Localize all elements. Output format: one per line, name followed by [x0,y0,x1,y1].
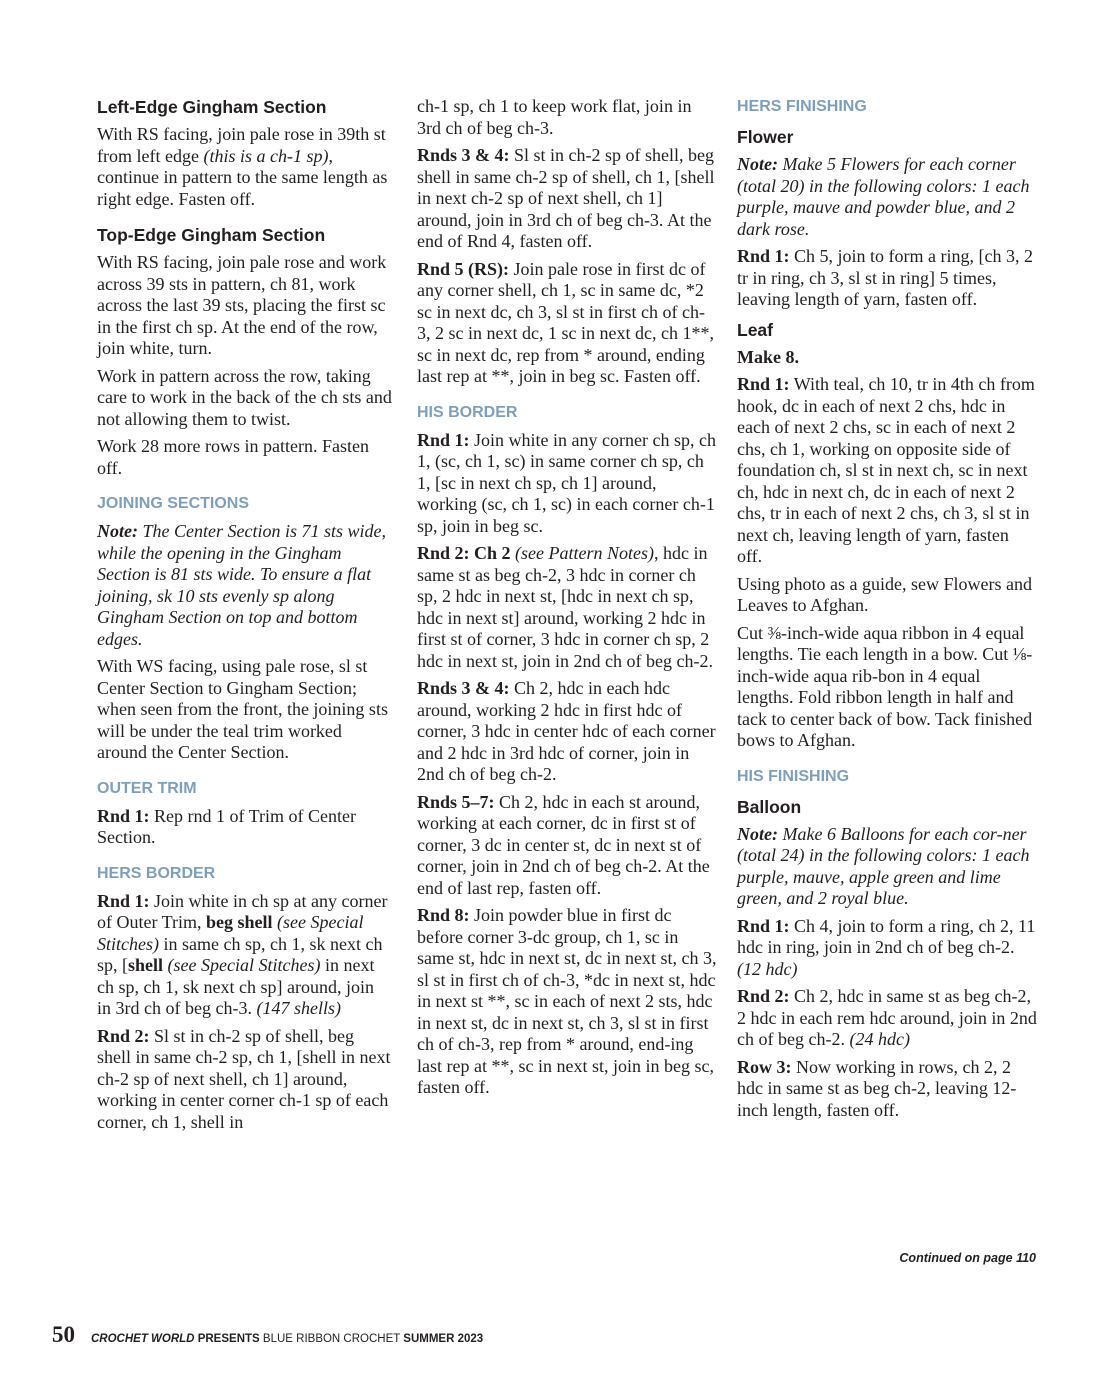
his-border-heading: HIS BORDER [417,403,518,421]
joining-paragraph: With WS facing, using pale rose, sl st Center Section to Gingham Section; when seen from the front, the joining sts will be under the teal trim worked around the Center Section. [97,656,388,762]
hers-border-rnd-2-continued: ch-1 sp, ch 1 to keep work flat, join in 3rd ch of beg ch-3. [417,96,692,138]
ribbon-instructions: Cut ⅜-inch-wide aqua ribbon in 4 equal lengths. Tie each length in a bow. Cut ⅛-inch-wide aqua rib-bon in 4 equal lengths. Fold ribbon length in half and tack to center back of bow. Tack finished bows to Afghan. [737,622,1033,750]
page-number: 50 [52,1322,75,1347]
left-edge-paragraph: With RS facing, join pale rose in 39th st from left edge (this is a ch-1 sp), continue in pattern to the same length as right edge. Fasten off. [97,124,388,209]
column-2 [417,96,717,1105]
sew-instructions: Using photo as a guide, sew Flowers and Leaves to Afghan. [737,573,1032,615]
leaf-heading: Leaf [737,319,773,340]
top-edge-heading: Top-Edge Gingham Section [97,225,326,245]
continued-note: Continued on page 110 [899,1251,1036,1265]
issue-season: SUMMER 2023 [403,1333,484,1345]
hers-border-rnd-2: Rnd 2: Sl st in ch-2 sp of shell, beg shell in same ch-2 sp, ch 1, [shell in next ch-2 sp of next shell, ch 1] around, working in center corner ch-1 sp of each corner, ch 1, shell in [97,1025,391,1132]
magazine-name: CROCHET WORLD [91,1333,195,1345]
issue-title: BLUE RIBBON CROCHET [262,1333,401,1345]
his-border-rnd-2: Rnd 2: Ch 2 (see Pattern Notes), hdc in same st as beg ch-2, 3 hdc in corner ch sp, 2 hdc in next st, [hdc in next ch sp, hdc in next st] around, working 2 hdc in first st of corner, 3 hdc in corner ch sp, 2 hdc in next st, join in 2nd ch of beg ch-2. [417,543,713,671]
hers-border-rnd-5: Rnd 5 (RS): Join pale rose in first dc of any corner shell, ch 1, sc in same dc, *2 sc in next dc, ch 3, sl st in first ch of ch-3, 2 sc in next dc, 1 sc in next dc, ch 1**, sc in next dc, rep from * around, ending last rep at **, join in beg sc. Fasten off. [417,258,714,386]
joining-sections-heading: JOINING SECTIONS [97,495,250,512]
joining-note: Note: The Center Section is 71 sts wide, while the opening in the Gingham Section is 81 sts wide. To ensure a flat joining, sk 10 sts evenly sp along Gingham Section on top and bottom edges. [97,521,386,649]
presents-label: PRESENTS [197,1333,260,1345]
balloon-rnd-2: Rnd 2: Ch 2, hdc in same st as beg ch-2, 2 hdc in each rem hdc around, join in 2nd ch of beg ch-2. (24 hdc) [737,986,1037,1049]
flower-rnd-1: Rnd 1: Ch 5, join to form a ring, [ch 3, 2 tr in ring, ch 3, sl st in ring] 5 times, leaving length of yarn, fasten off. [737,246,1033,309]
his-border-rnd-1: Rnd 1: Join white in any corner ch sp, ch 1, (sc, ch 1, sc) in same corner ch sp, ch 1, [sc in next ch sp, ch 1] around, working (sc, ch 1, sc) in each corner ch-1 sp, join in beg sc. [417,429,716,536]
column-3 [737,96,1037,1127]
publication-line [91,1333,483,1345]
his-border-rnds-5-7: Rnds 5–7: Ch 2, hdc in each st around, working at each corner, dc in first st of corner, 3 dc in center st, dc in next st of corner, join in 2nd ch of beg ch-2. At the end of last rep, fasten off. [417,791,710,898]
left-edge-heading: Left-Edge Gingham Section [97,97,327,117]
outer-trim-rnd-1: Rnd 1: Rep rnd 1 of Trim of Center Section. [97,805,357,847]
hers-border-heading: HERS BORDER [97,864,216,882]
leaf-make-count: Make 8. [737,346,799,367]
his-border-rnd-8: Rnd 8: Join powder blue in first dc before corner 3-dc group, ch 1, sc in same st, hdc in next st, dc in next st, ch 3, sl st in first ch of ch-3, *dc in next st, hdc in next st **, sc in each of next 2 sts, hdc in next st, dc in next st, ch 3, sl st in first ch of ch-3, rep from * around, end-ing last rep at **, sc in next st, join in beg sc, fasten off. [417,905,717,1097]
hers-border-rnd-1: Rnd 1: Join white in ch sp at any corner of Outer Trim, beg shell (see Special Stitches) in same ch sp, ch 1, sk next ch sp, [shell (see Special Stitches) in next ch sp, ch 1, sk next ch sp] around, join in 3rd ch of beg ch-3. (147 shells) [97,890,388,1018]
top-edge-paragraph-2: Work in pattern across the row, taking care to work in the back of the ch sts and not allowing them to twist. [97,365,392,429]
hers-border-rnds-3-4: Rnds 3 & 4: Sl st in ch-2 sp of shell, beg shell in same ch-2 sp of shell, ch 1, [shell in next ch-2 sp of next shell, ch 1] around, join in 3rd ch of beg ch-3. At the end of Rnd 4, fasten off. [417,145,715,251]
his-finishing-heading: HIS FINISHING [737,767,850,785]
column-1 [97,96,392,1139]
balloon-row-3: Row 3: Now working in rows, ch 2, 2 hdc in same st as beg ch-2, leaving 12-inch length, fasten off. [737,1056,1017,1120]
flower-note: Note: Make 5 Flowers for each corner (total 20) in the following colors: 1 each purple, mauve and powder blue, and 2 dark rose. [737,154,1030,239]
outer-trim-heading: OUTER TRIM [97,779,197,797]
flower-heading: Flower [737,127,794,147]
his-border-rnds-3-4: Rnds 3 & 4: Ch 2, hdc in each hdc around, working 2 hdc in first hdc of corner, 3 hdc in center hdc of each corner and 2 hdc in 3rd hdc of corner, join in 2nd ch of beg ch-2. [417,678,716,784]
balloon-rnd-1: Rnd 1: Ch 4, join to form a ring, ch 2, 11 hdc in ring, join in 2nd ch of beg ch-2. (12 hdc) [737,915,1036,979]
hers-finishing-heading: HERS FINISHING [737,98,867,115]
leaf-rnd-1: Rnd 1: With teal, ch 10, tr in 4th ch from hook, dc in each of next 2 chs, hdc in each of next 2 chs, sc in each of next 2 chs, ch 1, working on opposite side of foundation ch, sl st in next ch, sc in next ch, hdc in next ch, dc in each of next 2 chs, tr in each of next 2 chs, ch 3, sl st in next ch, leaving length of yarn, fasten off. [737,374,1035,566]
balloon-heading: Balloon [737,796,802,817]
top-edge-paragraph-3: Work 28 more rows in pattern. Fasten off. [97,436,369,478]
balloon-note: Note: Make 6 Balloons for each cor-ner (total 24) in the following colors: 1 each purple, mauve, apple green and lime green, and 2 royal blue. [737,823,1030,908]
page-footer [52,1322,483,1348]
top-edge-paragraph-1: With RS facing, join pale rose and work across 39 sts in pattern, ch 81, work across the last 39 sts, placing the first sc in the first ch sp. At the end of the row, join white, turn. [97,252,387,358]
